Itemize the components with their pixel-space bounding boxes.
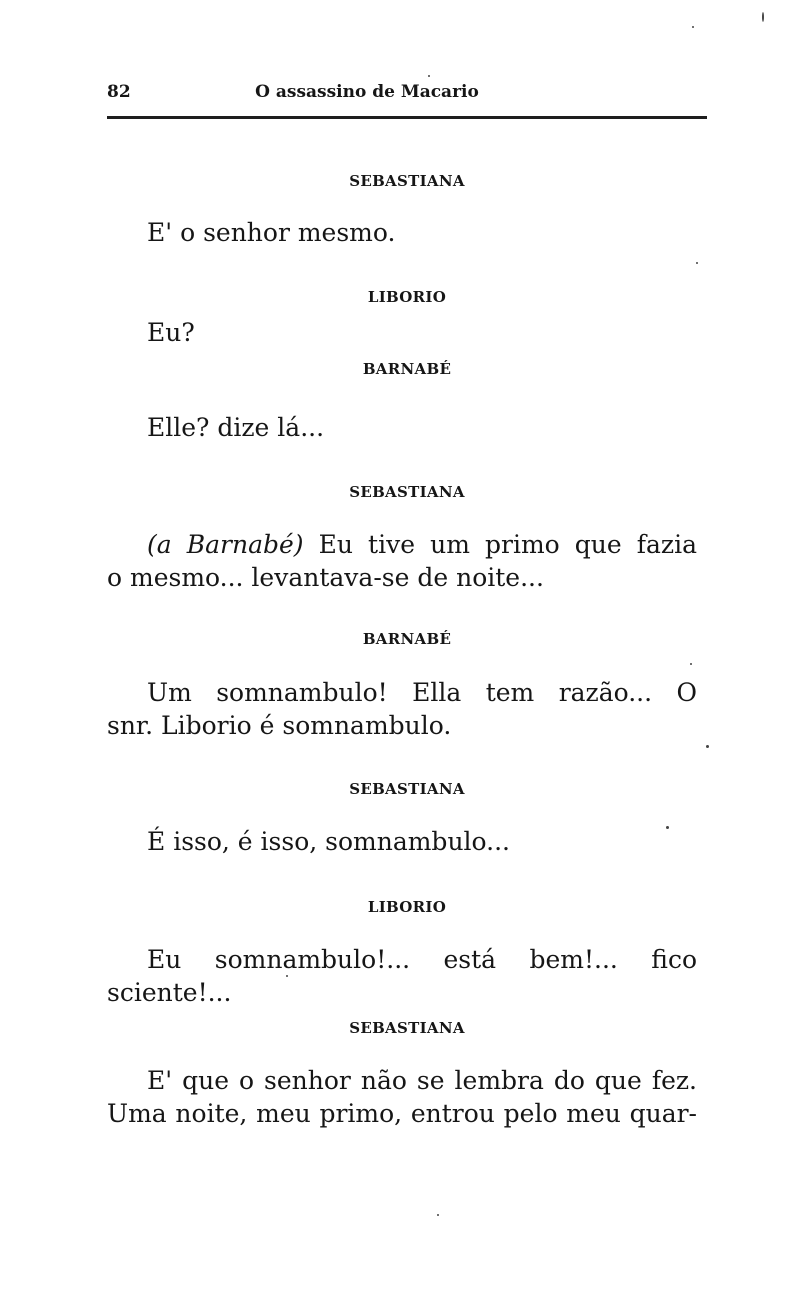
speech-line: Uma noite, meu primo, entrou pelo meu quar-: [107, 1099, 697, 1128]
speech-line-text: Eu tive um primo que fazia: [318, 530, 697, 559]
speaker-label: SEBASTIANA: [349, 780, 465, 798]
speaker-label: LIBORIO: [367, 898, 447, 916]
speech-line: Um somnambulo! Ella tem razão... O: [147, 678, 697, 707]
speech-text: [107, 825, 697, 858]
speaker-label: BARNABÉ: [362, 630, 452, 648]
speaker-label: LIBORIO: [367, 288, 447, 306]
speaker-label: SEBASTIANA: [349, 483, 465, 501]
speaker-label: BARNABÉ: [362, 360, 452, 378]
speech-line: E' o senhor mesmo.: [147, 218, 396, 247]
speech-text: [107, 411, 697, 444]
speech-line: Eu somnambulo!... está bem!... fico: [147, 945, 697, 974]
header-rule: [107, 116, 707, 119]
speech-text: [107, 943, 697, 1009]
scan-speck: [692, 26, 694, 28]
speaker-label: SEBASTIANA: [349, 172, 465, 190]
speech-line: [107, 528, 697, 561]
page-number: 82: [107, 82, 131, 102]
speech-text: [107, 316, 697, 349]
speech-text: [107, 216, 697, 249]
scan-speck: [762, 12, 764, 22]
scan-speck: [437, 1214, 439, 1216]
speech-text: [107, 528, 697, 594]
scan-speck: [690, 663, 692, 665]
speech-line: É isso, é isso, somnambulo...: [147, 827, 510, 856]
speech-line: sciente!...: [107, 978, 232, 1007]
speech-line: o mesmo... levantava-se de noite...: [107, 563, 544, 592]
speech-text: [107, 1064, 697, 1130]
scan-speck: [666, 826, 669, 829]
scan-speck: [428, 75, 430, 77]
scan-speck: [706, 745, 709, 748]
speech-line: Eu?: [147, 318, 195, 347]
speech-line: Elle? dize lá...: [147, 413, 325, 442]
speaker-label: SEBASTIANA: [349, 1019, 465, 1037]
scan-speck: [286, 975, 288, 977]
speech-text: [107, 676, 697, 742]
speech-line: E' que o senhor não se lembra do que fez.: [147, 1066, 697, 1095]
running-title: O assassino de Macario: [255, 82, 479, 102]
scan-speck: [696, 262, 698, 264]
page-header: [107, 82, 707, 106]
stage-direction: (a Barnabé): [147, 530, 304, 559]
speech-line: snr. Liborio é somnambulo.: [107, 711, 452, 740]
